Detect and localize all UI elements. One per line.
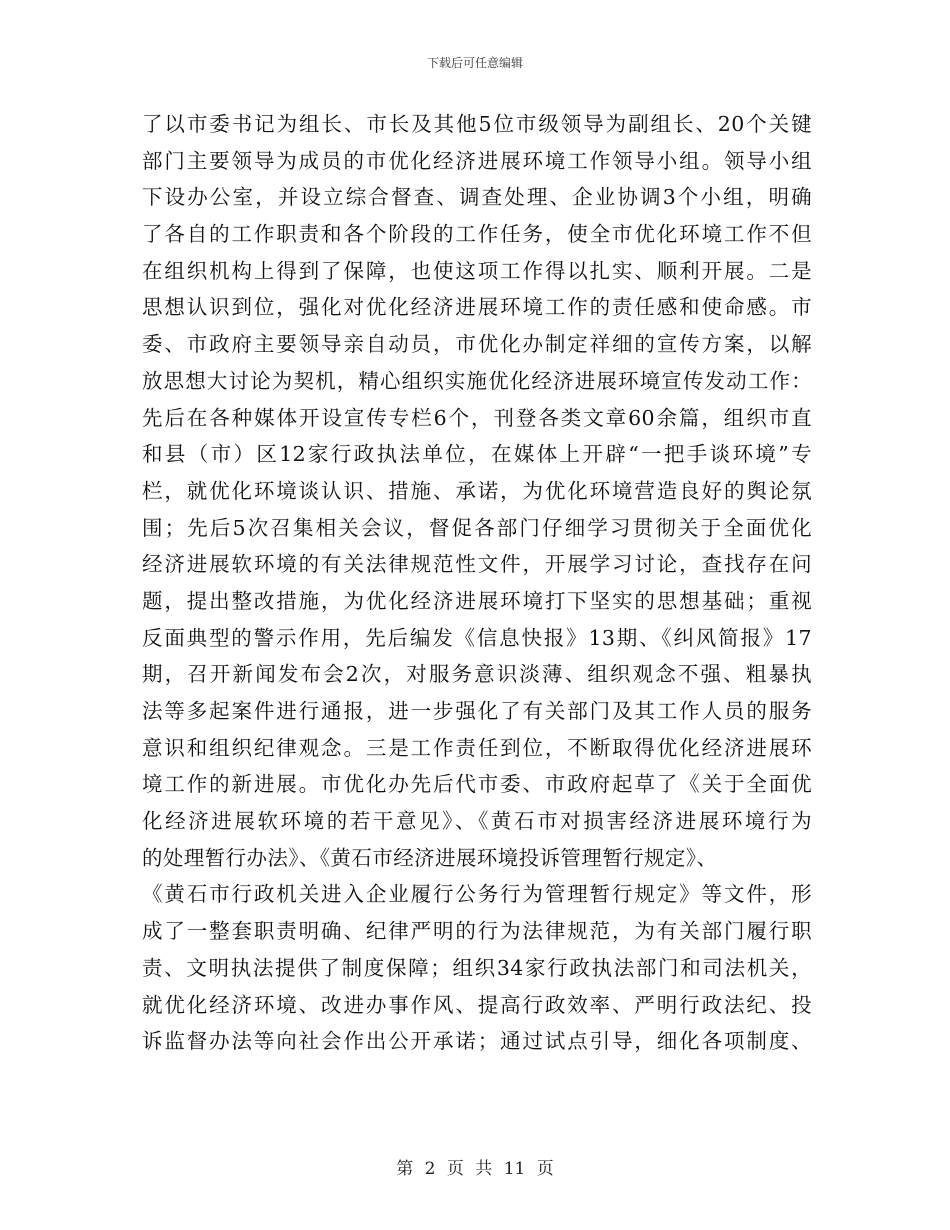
text-line: 委、市政府主要领导亲自动员，市优化办制定祥细的宣传方案，以解 [142,332,812,357]
text-line: 先后在各种媒体开设宣传专栏6个，刊登各类文章60余篇，组织市直 [142,405,812,430]
text-line: 在组织机构上得到了保障，也使这项工作得以扎实、顺利开展。二是 [142,258,812,283]
text-line: 了以市委书记为组长、市长及其他5位市级领导为副组长、20个关键 [142,112,812,136]
text-line: 的处理暂行办法》、《黄石市经济进展环境投诉管理暂行规定》、 [142,845,718,870]
text-line: 经济进展软环境的有关法律规范性文件，开展学习讨论，查找存在问 [142,552,812,577]
text-line: 反面典型的警示作用，先后编发《信息快报》13期、《纠风简报》17 [142,625,812,650]
text-line: 就优化经济环境、改进办事作风、提高行政效率、严明行政法纪、投 [142,992,812,1017]
text-line: 责、文明执法提供了制度保障；组织34家行政执法部门和司法机关， [142,955,812,980]
text-line: 和县（市）区12家行政执法单位，在媒体上开辟“一把手谈环境”专 [142,442,812,467]
text-line: 下设办公室，并设立综合督查、调查处理、企业协调3个小组，明确 [142,185,812,210]
text-line: 围；先后5次召集相关会议，督促各部门仔细学习贯彻关于全面优化 [142,515,812,540]
document-body [142,106,812,1060]
text-line: 部门主要领导为成员的市优化经济进展环境工作领导小组。领导小组 [142,148,812,173]
text-line: 境工作的新进展。市优化办先后代市委、市政府起草了《关于全面优 [142,772,812,797]
text-line: 《黄石市行政机关进入企业履行公务行为管理暂行规定》等文件，形 [142,882,812,907]
text-line: 题，提出整改措施，为优化经济进展环境打下坚实的思想基础；重视 [142,588,812,613]
text-line: 放思想大讨论为契机，精心组织实施优化经济进展环境宣传发动工作： [142,368,812,393]
text-line: 法等多起案件进行通报，进一步强化了有关部门及其工作人员的服务 [142,699,812,723]
text-line: 诉监督办法等向社会作出公开承诺；通过试点引导，细化各项制度、 [142,1029,812,1054]
text-line: 思想认识到位，强化对优化经济进展环境工作的责任感和使命感。市 [142,295,812,320]
text-line: 意识和组织纪律观念。三是工作责任到位，不断取得优化经济进展环 [142,735,812,760]
text-line: 成了一整套职责明确、纪律严明的行为法律规范，为有关部门履行职 [142,919,812,944]
text-line: 期，召开新闻发布会2次，对服务意识淡薄、组织观念不强、粗暴执 [142,662,812,687]
text-line: 了各自的工作职责和各个阶段的工作任务，使全市优化环境工作不但 [142,222,812,247]
text-line: 化经济进展软环境的若干意见》、《黄石市对损害经济进展环境行为 [142,809,812,834]
page-number: 第 2 页 共 11 页 [396,1159,554,1179]
text-line: 栏，就优化环境谈认识、措施、承诺，为优化环境营造良好的舆论氛 [142,478,812,503]
page-header-note: 下载后可任意编辑 [426,56,523,70]
